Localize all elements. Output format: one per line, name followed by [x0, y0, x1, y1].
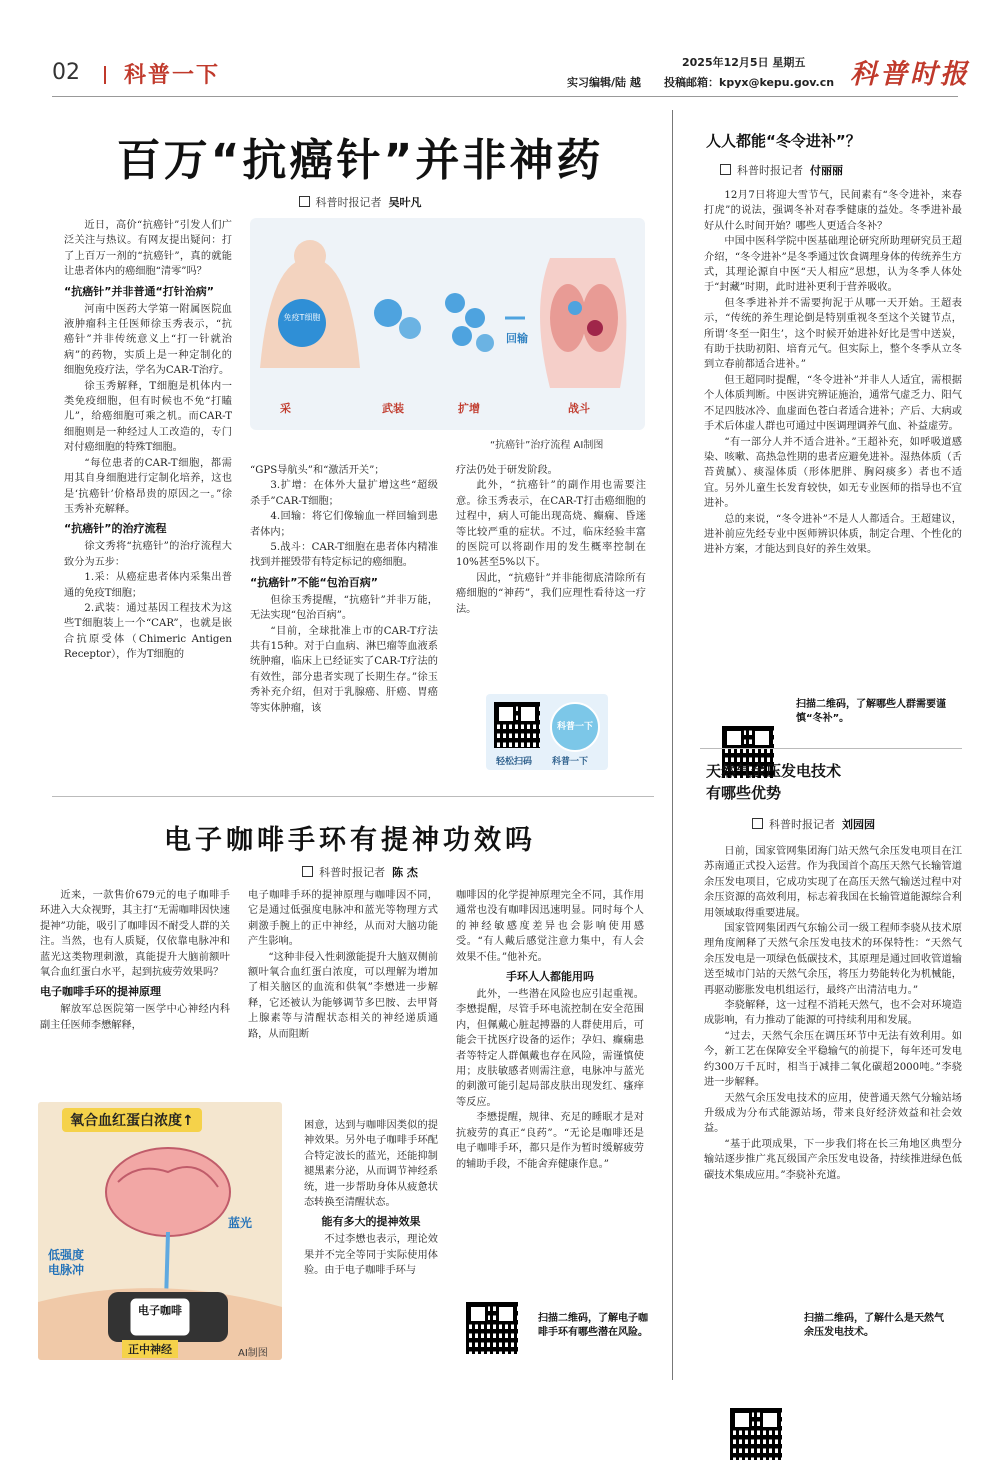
article3-byline: 科普时报记者 付丽丽	[720, 162, 940, 178]
car-t-flow-figure	[250, 218, 645, 430]
fig-label-expand: 扩增	[458, 402, 480, 415]
header-divider-bar	[104, 66, 106, 84]
article1-byline: 科普时报记者 吴叶凡	[240, 194, 480, 210]
article4-qr-caption: 扫描二维码，了解什么是天然气余压发电技术。	[804, 1313, 944, 1338]
article1-col1: 近日，高价“抗癌针”引发人们广泛关注与热议。有网友提出疑问：打了上百万一剂的“抗癌针”，真的就能让患者体内的癌细胞“清零”吗？ “抗癌针”并非普通“打针治病” 河南中医药大学第一附属医院血液肿瘤科主任医师徐玉秀表示，“抗癌针”并非传统意义上“打一针就治病”的药物，实质上是一种定制化的细胞免疫疗法，学名为CAR-T治疗。 徐玉秀解释，T细胞是机体内一类免疫细胞，但有时候也不免“打瞌儿”，给癌细胞可乘之机。而CAR-T细胞则是一种经过人工改造的，专门对付癌细胞的特殊T细胞。 “每位患者的CAR-T细胞，都需用其自身细胞进行定制化培养，这也是‘抗癌针’价格昂贵的原因之一。”徐玉秀补充解释。 “抗癌针”的治疗流程 徐文秀将“抗癌针”的治疗流程大致分为五步： 1.采：从癌症患者体内采集出普通的免疫T细胞； 2.武装：通过基因工程技术为这些T细胞装上一个“CAR”，也就是嵌合抗原受体（Chimeric Antigen Receptor），作为T细胞的	[64, 220, 232, 661]
article1-title: 百万“抗癌针”并非神药	[116, 135, 604, 186]
article3-body: 12月7日将迎大雪节气，民间素有“冬令进补，来春打虎”的说法，强调冬补对春季健康的益处。冬季进补最好从什么时间开始？哪些人更适合冬补？ 中国中医科学院中医基础理论研究所助理研究员王超介绍，“冬令进补”是冬季通过饮食调理身体的传统养生方式，其理论源自中医“天人相应”思想，认为冬季人体处于“封藏”时期，此时进补更利于营养吸收。 但冬季进补并不需要拘泥于从哪一天开始。王超表示，“传统的养生理论倒是特别重视冬至这个关键节点，所谓‘冬至一阳生’，这个时候开始进补好比是雪中送炭，有助于扶助初阳、培育元气。但实际上，整个冬季从立冬到立春前都适合进补。” 但王超同时提醒，“冬令进补”并非人人适宜，需根据个人体质判断。中医讲究辨证施治，通常气虚乏力、阳气不足四肢冰冷、血虚面色苍白者适合进补；产后、大病或手术后体虚人群也可通过中医调理调养气血、补益虚劳。 “有一部分人并不适合进补。”王超补充，如呼吸道感染、咳嗽、高热急性期的患者应避免进补。湿热体质（舌苔黄腻）、痰湿体质（形体肥胖、胸闷痰多）者也不适宜。另外儿童生长发育较快，如无专业医师的指导也不宜进补。 总的来说，“冬令进补”不是人人都适合。王超建议，进补前应先经专业中医师辨识体质，制定合理、个性化的进补方案，才能达到良好的养生效果。	[704, 190, 962, 556]
article1-col2: “GPS导航头”和“激活开关”； 3.扩增：在体外大量扩增这些“超级杀手”CAR-T细胞； 4.回输：将它们像输血一样回输到患者体内； 5.战斗：CAR-T细胞在患者体内精准找到并摧毁带有特定标记的癌细胞。 “抗癌针”不能“包治百病” 但徐玉秀提醒，“抗癌针”并非万能，无法实现“包治百病”。 “目前，全球批准上市的CAR-T疗法共有15种。对于白血病、淋巴瘤等血液系统肿瘤，临床上已经证实了CAR-T疗法的有效性，部分患者实现了长期生存。”徐玉秀补充介绍，但对于乳腺癌、肝癌、胃癌等实体肿瘤，该	[250, 465, 438, 714]
column-separator	[672, 110, 673, 1380]
section-title: 科普一下	[124, 63, 221, 88]
article2-byline: 科普时报记者 陈 杰	[240, 864, 480, 880]
article4-qr-code[interactable]	[730, 1408, 782, 1460]
page-number: 02	[52, 60, 80, 85]
submission-email: 投稿邮箱：kpyx@kepu.gov.cn	[664, 76, 835, 89]
article4-top-rule	[700, 748, 962, 749]
article2-col2b: 困意，达到与咖啡因类似的提神效果。另外电子咖啡手环配合特定波长的蓝光，还能抑制褪黑素分泌，从而调节神经系统，进一步帮助身体从疲惫状态转换至清醒状态。 能有多大的提神效果 不过李懋也表示，理论效果并不完全等同于实际使用体验。由于电子咖啡手环与	[304, 1120, 438, 1277]
article1-subhead-3: “抗癌针”不能“包治百病”	[250, 575, 378, 589]
article2-qr-code[interactable]	[466, 1302, 518, 1354]
qr-caption-left: 轻松扫码	[496, 757, 533, 767]
fig2-top-label: 氧合血红蛋白浓度↑	[62, 1108, 202, 1132]
article1-subhead-1: “抗癌针”并非普通“打针治病”	[64, 284, 214, 298]
article3-title: 人人都能“冬令进补”？	[706, 132, 861, 150]
fig2-ai-credit: AI制图	[238, 1348, 268, 1359]
issue-date: 2025年12月5日 星期五	[682, 56, 806, 69]
fig2-nerve-label: 正中神经	[122, 1340, 178, 1358]
article2-subhead-3: 手环人人都能用吗	[506, 970, 594, 984]
article2-top-rule	[52, 796, 654, 797]
fig-label-fight: 战斗	[568, 402, 590, 415]
article4-byline: 科普时报记者 刘园园	[752, 816, 952, 832]
article4-body: 日前，国家管网集团海门站天然气余压发电项目在江苏南通正式投入运营。作为我国首个高压天然气长输管道余压发电项目，它成功实现了在高压天然气输送过程中对余压资源的高效利用，标志着我国在长输管道能源综合利用领域取得重要进展。 国家管网集团西气东输公司一级工程师李骁从技术原理角度阐释了天然气余压发电技术的环保特性：“天然气余压发电是一项绿色低碳技术，其原理是通过回收管道输送至城市门站的天然气余压，将压力势能转化为机械能，再驱动膨胀发电机组运行，最终产出清洁电力。” 李骁解释，这一过程不消耗天然气，也不会对环境造成影响，有力推动了能源的可持续利用和发展。 “过去，天然气余压在调压环节中无法有效利用。如今，新工艺在保障安全平稳输气的前提下，每年还可发电约300万千瓦时，相当于减排二氧化碳超2000吨。”李骁进一步解释。 天然气余压发电技术的应用，使普通天然气分输站场升级成为分布式能源站场，带来良好经济效益和社会效益。 “基于此项成果，下一步我们将在长三角地区典型分输站逐步推广兆瓦级国产余压发电设备，持续推进绿色低碳技术集成应用。”李骁补充道。	[704, 846, 962, 1181]
article1-subhead-2: “抗癌针”的治疗流程	[64, 522, 167, 536]
fig-label-reinfuse: 回输	[506, 332, 528, 345]
coffee-band-figure	[38, 1102, 282, 1360]
article2-subhead-1: 电子咖啡手环的提神原理	[40, 985, 161, 999]
article4-title-line2: 有哪些优势	[706, 784, 782, 802]
figure1-caption: “抗癌针”治疗流程 AI制图	[490, 440, 604, 451]
fig-label-arm: 武装	[382, 402, 404, 415]
fig2-bluelight-label: 蓝光	[228, 1216, 253, 1230]
car-t-flow-illustration	[250, 218, 645, 430]
article2-col2a: 电子咖啡手环的提神原理与咖啡因不同，它是通过低强度电脉冲和蓝光等物理方式刺激手腕上的正中神经，从而对大脑功能产生影响。 “这种非侵入性刺激能提升大脑双侧前额叶氧合血红蛋白浓度，可以理解为增加了相关脑区的血流和供氧”李懋进一步解释，它还被认为能够调节多巴胺、去甲肾上腺素等与清醒状态相关的神经递质通路，从而阻断	[248, 890, 438, 1040]
article2-qr-caption: 扫描二维码，了解电子咖啡手环有哪些潜在风险。	[538, 1313, 648, 1338]
header-rule	[52, 96, 958, 97]
byline-box-icon	[299, 196, 310, 207]
coffee-band-illustration	[38, 1102, 282, 1360]
article1-intro: 近日，高价“抗癌针”引发人们广泛关注与热议。有网友提出疑问：打了上百万一剂的“抗癌针”，真的就能让患者体内的癌细胞“清零”吗？	[64, 220, 232, 278]
article2-title: 电子咖啡手环有提神功效吗	[164, 825, 536, 856]
article2-col1: 近来，一款售价679元的电子咖啡手环进入大众视野，其主打“无需咖啡因快速提神”功能，吸引了咖啡因不耐受人群的关注。当然，也有人质疑，仅依靠电脉冲和蓝光这类物理刺激，真能提升大脑前额叶氧合血红蛋白水平，起到抗疲劳效果吗？ 电子咖啡手环的提神原理 解放军总医院第一医学中心神经内科副主任医师李懋解释，	[40, 890, 230, 1031]
article2-col3: 咖啡因的化学提神原理完全不同，其作用通常也没有咖啡因迅速明显。同时每个人的神经敏感度差异也会影响使用感受。“有人戴后感觉注意力集中，有人会效果不佳。”他补充。 手环人人都能用吗 此外，一些潜在风险也应引起重视。李懋提醒，尽管手环电流控制在安全范围内，但佩戴心脏起搏器的人群使用后，可能会干扰医疗设备的运作；孕妇、癫痫患者等特定人群佩戴也存在风险，需谨慎使用；皮肤敏感者则需注意，电脉冲与蓝光的刺激可能引起局部皮肤出现发红、瘙痒等反应。 李懋提醒，规律、充足的睡眠才是对抗疲劳的真正“良药”。“无论是咖啡还是电子咖啡手环，都只是作为暂时缓解疲劳的辅助手段，不能舍弃健康作息。”	[456, 890, 644, 1170]
qr-code-icon[interactable]	[494, 702, 540, 748]
article4-title-line1: 天然气余压发电技术	[706, 762, 842, 780]
byline-box-icon	[720, 164, 731, 175]
qr-logo: 科普一下	[550, 702, 600, 752]
byline-box-icon	[752, 818, 763, 829]
masthead-logo: 科普时报	[850, 59, 970, 90]
fig-label-collect: 采	[280, 402, 291, 415]
editor-credit: 实习编辑/陆 越	[567, 76, 641, 89]
article1-qr-panel[interactable]	[486, 694, 608, 770]
article1-col3: 疗法仍处于研发阶段。 此外，“抗癌针”的副作用也需要注意。徐玉秀表示，在CAR-T打击癌细胞的过程中，病人可能出现高烧、癫痫、昏迷等比较严重的症状。不过，临床经验丰富的医院可以将副作用的发生概率控制在10%甚至5%以下。 因此，“抗癌针”并非能彻底清除所有癌细胞的“神药”，我们应理性看待这一疗法。	[456, 465, 646, 615]
byline-box-icon	[302, 866, 313, 877]
article2-subhead-2: 能有多大的提神效果	[321, 1215, 421, 1229]
qr-caption-right: 科普一下	[552, 757, 589, 767]
fig2-band-label: 电子咖啡	[138, 1304, 182, 1317]
fig2-pulse-label: 低强度电脉冲	[48, 1248, 85, 1277]
article3-qr-caption: 扫描二维码，了解哪些人群需要谨慎“冬补”。	[796, 699, 946, 724]
fig-cell-text: 免疫T细胞	[283, 313, 321, 322]
